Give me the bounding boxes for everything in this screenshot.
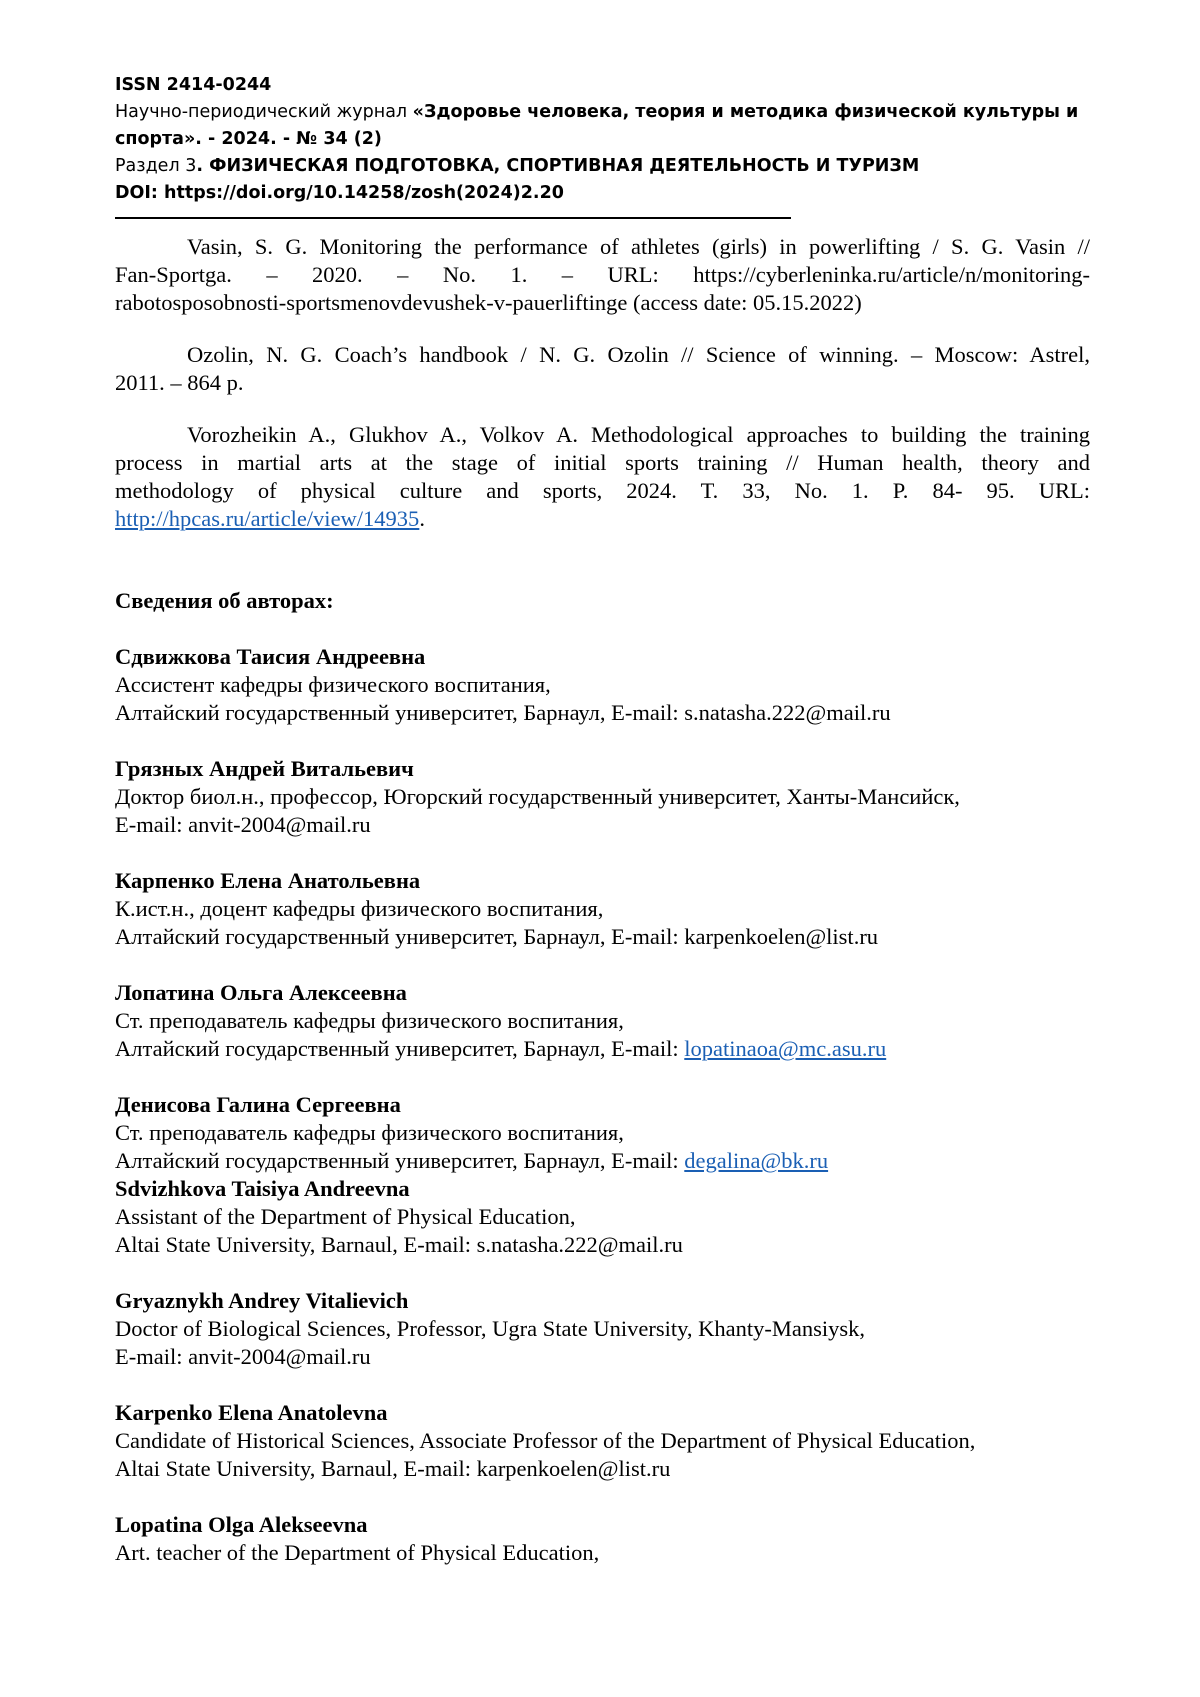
reference-punctuation: . [419,506,425,531]
reference-item [115,233,1090,317]
author-affiliation: Алтайский государственный университет, Барнаул, E-mail: karpenkoelen@list.ru [115,924,879,949]
author-affiliation [115,1147,1090,1175]
author-position: К.ист.н., доцент кафедры физического воспитания, [115,896,604,921]
reference-line: methodology of physical culture and sports, 2024. T. 33, No. 1. P. 84- 95. URL: [115,478,1090,503]
journal-title-line-1: Научно-периодический журнал «Здоровье человека, теория и методика физической культуры и [115,102,1079,122]
author-entry [115,755,1090,839]
author-name: Грязных Андрей Витальевич [115,756,414,781]
reference-line: Fan-Sportga. – 2020. – No. 1. – URL: https://cyberleninka.ru/article/n/monitoring- [115,262,1090,287]
author-affiliation: Алтайский государственный университет, Барнаул, E-mail: s.natasha.222@mail.ru [115,700,891,725]
email-link[interactable]: lopatinaoa@mc.asu.ru [684,1036,887,1061]
reference-item [115,341,1090,397]
author-name: Сдвижкова Таисия Андреевна [115,644,426,669]
author-entry [115,867,1090,951]
author-entry [115,1091,1090,1175]
affiliation-text: Алтайский государственный университет, Барнаул, E-mail: [115,1148,685,1173]
journal-title-line-2: спорта». - 2024. - № 34 (2) [115,129,382,149]
author-position: Ст. преподаватель кафедры физического воспитания, [115,1008,624,1033]
author-position: Ассистент кафедры физического воспитания, [115,672,551,697]
author-name: Денисова Галина Сергеевна [115,1092,401,1117]
reference-line: rabotosposobnosti-sportsmenovdevushek-v-pauerliftinge (access date: 05.15.2022) [115,290,862,315]
reference-item [115,421,1090,533]
email-link[interactable]: degalina@bk.ru [684,1148,829,1173]
affiliation-text: Алтайский государственный университет, Барнаул, E-mail: [115,1036,685,1061]
reference-line: Vorozheikin A., Glukhov A., Volkov A. Methodological approaches to building the training [187,422,1090,447]
author-entry [115,1399,1090,1483]
author-name: Лопатина Ольга Алексеевна [115,980,407,1005]
author-position: Доктор биол.н., профессор, Югорский государственный университет, Ханты-Мансийск, [115,784,960,809]
author-entry [115,1287,1090,1371]
issn: ISSN 2414-0244 [115,75,272,95]
author-name: Karpenko Elena Anatolevna [115,1400,388,1425]
author-affiliation: Altai State University, Barnaul, E-mail: s.natasha.222@mail.ru [115,1232,683,1257]
author-affiliation: E-mail: anvit-2004@mail.ru [115,1344,371,1369]
author-name: Lopatina Olga Alekseevna [115,1512,368,1537]
document-body [115,233,1090,1595]
author-position: Assistant of the Department of Physical Education, [115,1204,576,1229]
reference-line: Vasin, S. G. Monitoring the performance of athletes (girls) in powerlifting / S. G. Vasin // [187,234,1090,259]
author-position: Ст. преподаватель кафедры физического воспитания, [115,1120,624,1145]
authors-heading: Сведения об авторах: [115,588,334,613]
author-position: Candidate of Historical Sciences, Associate Professor of the Department of Physical Education, [115,1428,976,1453]
author-entry [115,1175,1090,1259]
author-entry [115,979,1090,1063]
reference-line [115,505,1090,533]
reference-line: 2011. – 864 p. [115,370,244,395]
author-name: Карпенко Елена Анатольевна [115,868,421,893]
reference-link[interactable]: http://hpcas.ru/article/view/14935 [115,506,420,531]
author-name: Sdvizhkova Taisiya Andreevna [115,1176,410,1201]
header-divider [115,217,791,219]
journal-header [115,72,1100,219]
author-affiliation: E-mail: anvit-2004@mail.ru [115,812,371,837]
author-position: Art. teacher of the Department of Physical Education, [115,1540,600,1565]
author-position: Doctor of Biological Sciences, Professor, Ugra State University, Khanty-Mansiysk, [115,1316,865,1341]
author-affiliation [115,1035,1090,1063]
reference-line: process in martial arts at the stage of initial sports training // Human health, theory and [115,450,1090,475]
author-affiliation: Altai State University, Barnaul, E-mail: karpenkoelen@list.ru [115,1456,671,1481]
doi: DOI: https://doi.org/10.14258/zosh(2024)2.20 [115,183,564,203]
reference-line: Ozolin, N. G. Coach’s handbook / N. G. Ozolin // Science of winning. – Moscow: Astrel, [187,342,1090,367]
author-entry [115,643,1090,727]
author-name: Gryaznykh Andrey Vitalievich [115,1288,409,1313]
author-entry [115,1511,1090,1567]
section-line: Раздел 3. ФИЗИЧЕСКАЯ ПОДГОТОВКА, СПОРТИВНАЯ ДЕЯТЕЛЬНОСТЬ И ТУРИЗМ [115,156,920,176]
